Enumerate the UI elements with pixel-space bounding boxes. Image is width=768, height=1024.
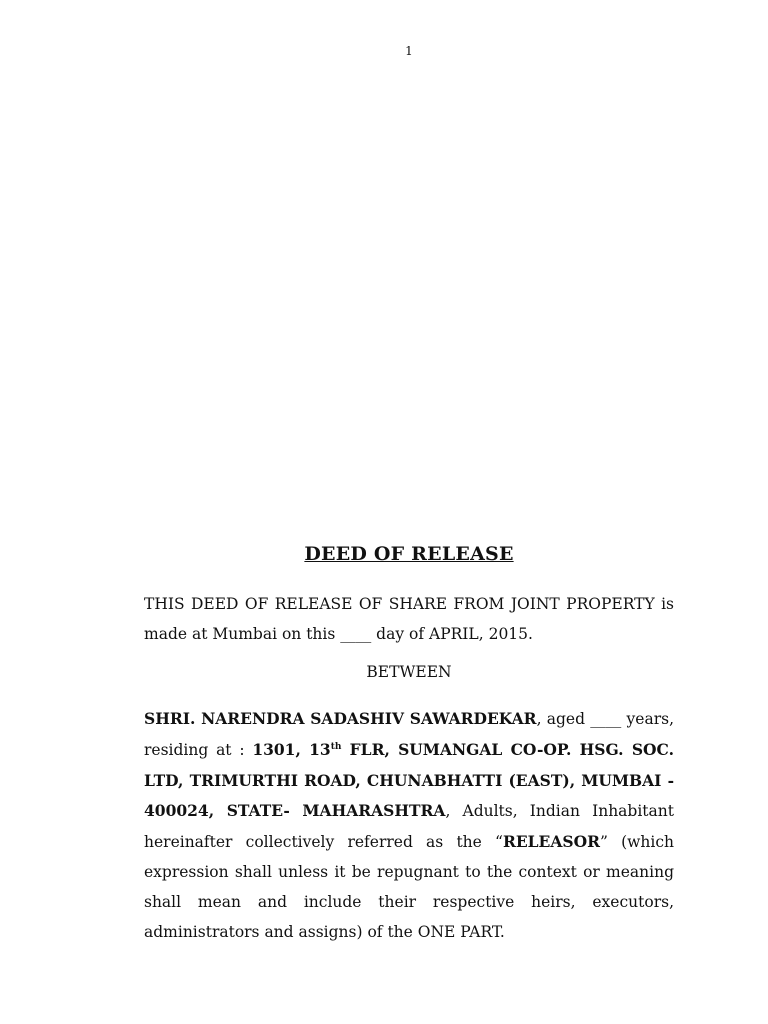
intro-paragraph: THIS DEED OF RELEASE OF SHARE FROM JOINT PROPERTY is made at Mumbai on this ____ day of APRIL, 2015.: [144, 595, 674, 643]
age-residence-text: , aged ____ years, residing at :: [144, 710, 674, 759]
releasor-paragraph: [144, 704, 674, 947]
deed-title: DEED OF RELEASE: [304, 543, 514, 565]
between-label: BETWEEN: [366, 663, 452, 681]
address-superscript: th: [330, 741, 342, 752]
page-number: 1: [405, 44, 413, 58]
releasor-role: RELEASOR: [502, 832, 600, 852]
releasor-name: SHRI. NARENDRA SADASHIV SAWARDEKAR: [144, 709, 537, 728]
party-description-after: ” (which expression shall unless it be repugnant to the context or meaning shall mean and include their respective heirs, executors, administrators and assigns) of the ONE PART.: [144, 833, 674, 941]
address-part-1: 1301, 13: [252, 739, 331, 759]
address-part-2: FLR, SUMANGAL CO-OP. HSG. SOC. LTD, TRIMURTHI ROAD, CHUNABHATTI (EAST), MUMBAI - 400024, STATE- MAHARASHTRA: [144, 739, 674, 821]
party-description-before: , Adults, Indian Inhabitant hereinafter collectively referred as the “: [144, 802, 674, 852]
